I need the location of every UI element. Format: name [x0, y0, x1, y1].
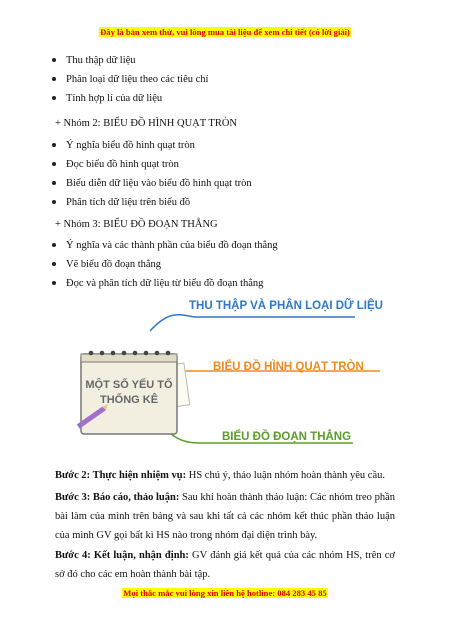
- bullet-icon: [52, 96, 56, 100]
- list-item: Tính hợp lí của dữ liệu: [66, 92, 208, 111]
- preview-banner: Đây là bản xem thử, vui lòng mua tài liệu để xem chi tiết (có lời giải): [100, 27, 350, 37]
- list-item: Ý nghĩa biểu đồ hình quạt tròn: [66, 139, 252, 158]
- mind-map-center-line2: THỐNG KÊ: [99, 394, 159, 406]
- branch2-label: BIỂU ĐỒ HÌNH QUẠT TRÒN: [213, 361, 364, 373]
- group3-heading: + Nhóm 3: BIỂU ĐỒ ĐOẠN THẲNG: [55, 219, 218, 230]
- step4-paragraph: Bước 4: Kết luận, nhận định: GV đánh giá kết quả của các nhóm HS, trên cơ sở đó cho các em hoàn thành bài tập.: [55, 550, 395, 580]
- group1-list: [66, 54, 208, 111]
- step3-label: Bước 3: Báo cáo, thảo luận:: [55, 492, 180, 503]
- bullet-icon: [52, 243, 56, 247]
- step3-paragraph: Bước 3: Báo cáo, thảo luận: Sau khi hoàn thành thảo luận: Các nhóm treo phần bài làm của mình trên bảng và sau khi tất cả các nhóm kết thúc phần thảo luận của mình GV gọi bất kì HS nào trong nhóm đại diện trình bày.: [55, 492, 395, 541]
- branch1-connector: [150, 315, 355, 331]
- mind-map-diagram: [55, 291, 395, 451]
- bullet-icon: [52, 143, 56, 147]
- bullet-icon: [52, 58, 56, 62]
- branch1-label: THU THẬP VÀ PHÂN LOẠI DỮ LIỆU: [189, 300, 383, 312]
- bullet-icon: [52, 281, 56, 285]
- group3-list: [66, 239, 278, 296]
- step2-paragraph: Bước 2: Thực hiện nhiệm vụ: HS chú ý, thảo luận nhóm hoàn thành yêu cầu.: [55, 470, 385, 481]
- step2-label: Bước 2: Thực hiện nhiệm vụ:: [55, 470, 187, 481]
- bullet-icon: [52, 162, 56, 166]
- group2-heading: + Nhóm 2: BIỂU ĐỒ HÌNH QUẠT TRÒN: [55, 118, 237, 129]
- list-item: Đọc biểu đồ hình quạt tròn: [66, 158, 252, 177]
- list-item: Biểu diễn dữ liệu vào biểu đồ hình quạt tròn: [66, 177, 252, 196]
- branch3-label: BIỂU ĐỒ ĐOẠN THẲNG: [222, 431, 352, 443]
- bullet-icon: [52, 77, 56, 81]
- list-item: Thu thập dữ liệu: [66, 54, 208, 73]
- bullet-icon: [52, 200, 56, 204]
- list-item: Vẽ biểu đồ đoạn thẳng: [66, 258, 278, 277]
- mind-map-center-line1: MỘT SỐ YẾU TỐ: [85, 379, 173, 391]
- list-item: Phân loại dữ liệu theo các tiêu chí: [66, 73, 208, 92]
- hotline-banner: Mọi thắc mắc vui lòng xin liên hệ hotline: 084 283 45 85: [123, 588, 327, 598]
- list-item: Đọc và phân tích dữ liệu từ biểu đồ đoạn thẳng: [66, 277, 278, 296]
- notebook-icon: [77, 351, 190, 434]
- list-item: Phân tích dữ liệu trên biểu đồ: [66, 196, 252, 215]
- bullet-icon: [52, 262, 56, 266]
- bullet-icon: [52, 181, 56, 185]
- group2-list: [66, 139, 252, 215]
- list-item: Ý nghĩa và các thành phần của biểu đồ đoạn thẳng: [66, 239, 278, 258]
- step4-label: Bước 4: Kết luận, nhận định:: [55, 550, 189, 561]
